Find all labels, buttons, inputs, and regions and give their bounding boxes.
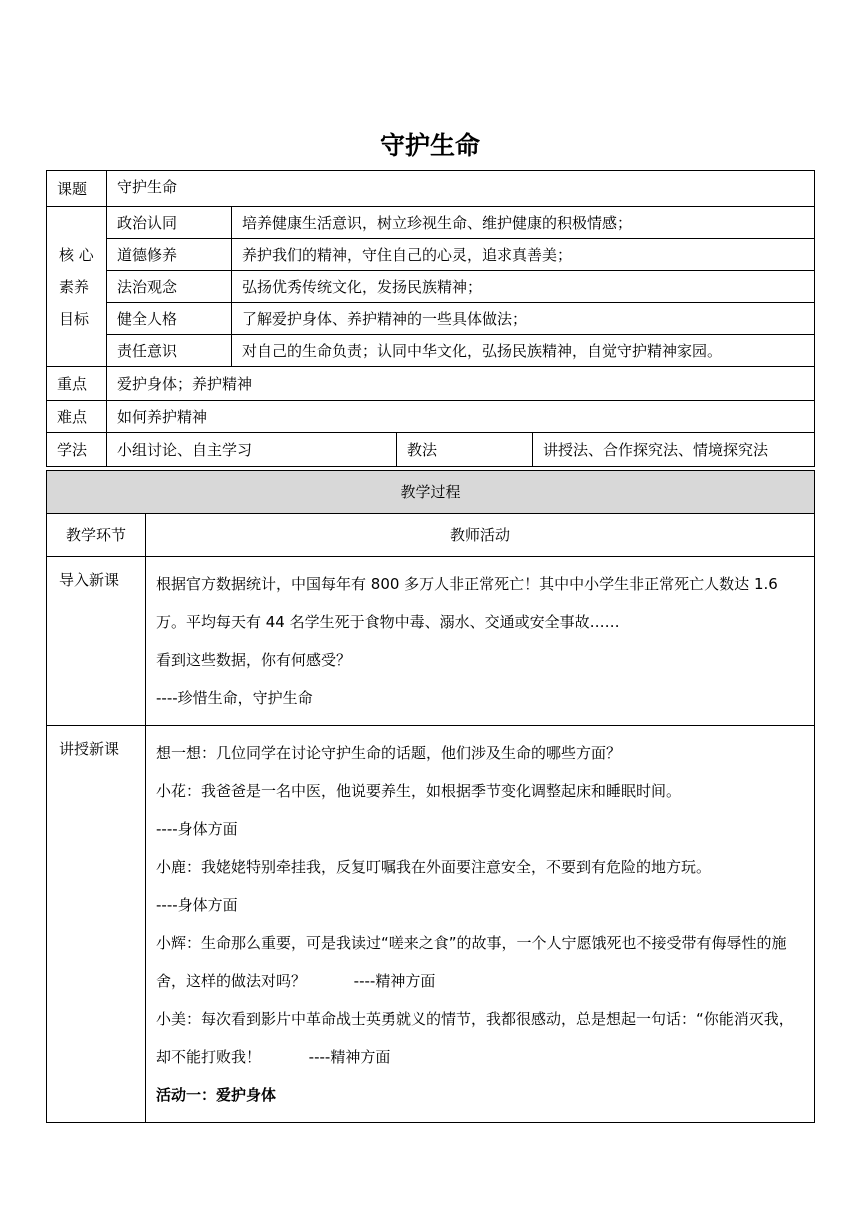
core-goals-label (47, 207, 107, 367)
core-item-desc: 对自己的生命负责；认同中华文化，弘扬民族精神，自觉守护精神家园。 (232, 335, 815, 367)
activity-line: ----身体方面 (156, 820, 238, 838)
core-item-row (47, 303, 815, 335)
process-header-row (47, 471, 815, 514)
activity-line: 小辉：生命那么重要，可是我读过“嗟来之食”的故事，一个人宁愿饿死也不接受带有侮辱性的施舍，这样的做法对吗？ ----精神方面 (156, 934, 787, 990)
teaching-process-table (46, 470, 815, 1123)
activity-line: 小鹿：我姥姥特别牵挂我，反复叮嘱我在外面要注意安全，不要到有危险的地方玩。 (156, 858, 712, 876)
core-label-line: 素养 (59, 277, 90, 296)
core-label-line: 目标 (59, 309, 90, 328)
activity-line: 小美：每次看到影片中革命战士英勇就义的情节，我都很感动，总是想起一句话：“你能消灭我，却不能打败我！ ----精神方面 (156, 1010, 794, 1066)
core-item-desc: 弘扬优秀传统文化，发扬民族精神； (232, 271, 815, 303)
core-item-name: 政治认同 (107, 207, 232, 239)
core-item-desc: 了解爱护身体、养护精神的一些具体做法； (232, 303, 815, 335)
core-item-row (47, 239, 815, 271)
core-item-row (47, 335, 815, 367)
process-row (47, 557, 815, 726)
stage-label: 导入新课 (47, 557, 146, 726)
process-row (47, 726, 815, 1123)
teach-method-label: 教法 (397, 433, 533, 467)
core-item-row (47, 271, 815, 303)
core-item-desc: 养护我们的精神，守住自己的心灵，追求真善美； (232, 239, 815, 271)
difficulty-row (47, 401, 815, 433)
topic-value: 守护生命 (107, 171, 815, 207)
core-item-name: 健全人格 (107, 303, 232, 335)
core-item-name: 法治观念 (107, 271, 232, 303)
topic-label: 课题 (47, 171, 107, 207)
key-points-value: 爱护身体；养护精神 (107, 367, 815, 401)
methods-row (47, 433, 815, 467)
activity-cell (146, 557, 815, 726)
core-item-name: 责任意识 (107, 335, 232, 367)
study-method-label: 学法 (47, 433, 107, 467)
activity-column-header: 教师活动 (146, 514, 815, 557)
process-header: 教学过程 (47, 471, 815, 514)
stage-column-header: 教学环节 (47, 514, 146, 557)
key-points-label: 重点 (47, 367, 107, 401)
difficulty-value: 如何养护精神 (107, 401, 815, 433)
activity-line: 根据官方数据统计，中国每年有 800 多万人非正常死亡！其中中小学生非正常死亡人数达 1.6 万。平均每天有 44 名学生死于食物中毒、溺水、交通或安全事故…… (156, 575, 778, 631)
core-item-row (47, 207, 815, 239)
activity-line: ----珍惜生命，守护生命 (156, 689, 313, 707)
teach-method-value: 讲授法、合作探究法、情境探究法 (533, 433, 815, 467)
activity-line: 想一想：几位同学在讨论守护生命的话题，他们涉及生命的哪些方面？ (156, 744, 622, 762)
activity-line: 小花：我爸爸是一名中医，他说要养生，如根据季节变化调整起床和睡眠时间。 (156, 782, 682, 800)
topic-row (47, 171, 815, 207)
document-title: 守护生命 (379, 131, 480, 160)
study-method-value: 小组讨论、自主学习 (107, 433, 397, 467)
core-item-name: 道德修养 (107, 239, 232, 271)
stage-label: 讲授新课 (47, 726, 146, 1123)
core-item-desc: 培养健康生活意识，树立珍视生命、维护健康的积极情感； (232, 207, 815, 239)
activity-line: ----身体方面 (156, 896, 238, 914)
activity-line: 看到这些数据，你有何感受？ (156, 651, 352, 669)
difficulty-label: 难点 (47, 401, 107, 433)
activity-cell (146, 726, 815, 1123)
activity-heading: 活动一：爱护身体 (156, 1086, 277, 1104)
key-points-row (47, 367, 815, 401)
core-label-line: 核 心 (59, 245, 94, 264)
process-column-row (47, 514, 815, 557)
lesson-info-table (46, 170, 815, 467)
